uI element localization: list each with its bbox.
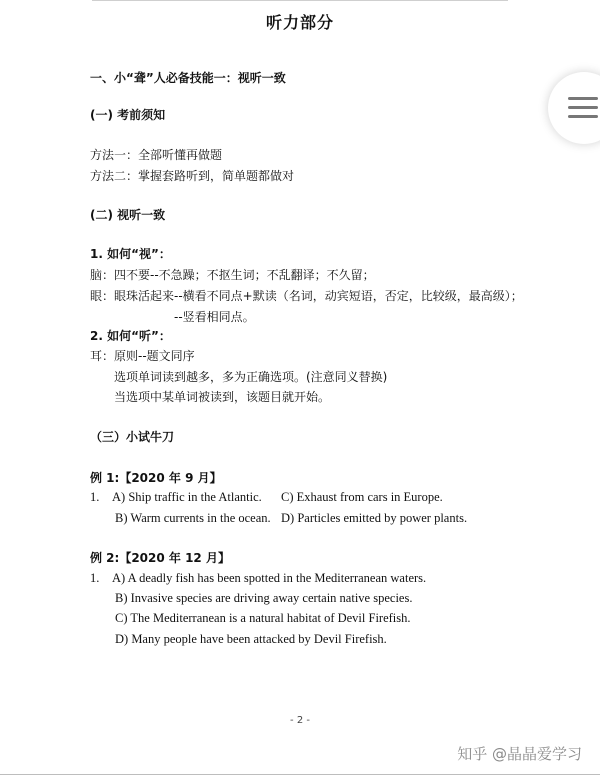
example-1-option-a: A) Ship traffic in the Atlantic.: [112, 490, 262, 504]
how-to-hear-heading: 2. 如何“听”：: [90, 329, 171, 343]
ear-text: 耳：原则--题文同序: [90, 349, 195, 363]
example-2-number: 1.: [90, 571, 100, 585]
how-to-see-heading: 1. 如何“视”：: [90, 247, 171, 261]
example-1-option-d: D) Particles emitted by power plants.: [281, 511, 468, 525]
ear-line-3-text: 当选项中某单词被读到，该题目就开始。: [114, 390, 331, 404]
eye-continued-text: --竖看相同点。: [174, 310, 255, 324]
eye-text: 眼：眼珠活起来--横看不同点+默读（名词，动宾短语，否定，比较级，最高级）；: [90, 289, 523, 303]
bottom-rule: [0, 774, 600, 775]
page-number: - 2 -: [290, 715, 310, 726]
example-2-option-c: C) The Mediterranean is a natural habitat of Devil Firefish.: [115, 611, 411, 625]
page-title: 听力部分: [265, 13, 334, 32]
example-2-option-a: A) A deadly fish has been spotted in the Mediterranean waters.: [112, 571, 427, 585]
example-2-option-b: B) Invasive species are driving away certain native species.: [115, 591, 413, 605]
zhihu-watermark: 知乎 @晶晶爱学习: [457, 745, 582, 763]
ear-line-2-text: 选项单词读到越多，多为正确选项。(注意同义替换): [114, 370, 388, 384]
example-2-heading: 例 2:【2020 年 12 月】: [90, 551, 230, 565]
section-heading-1: 一、小“聋”人必备技能一：视听一致: [90, 71, 286, 85]
subsection-heading-3: （三）小试牛刀: [90, 430, 175, 444]
top-rule: [92, 0, 508, 1]
method-1-text: 方法一：全部听懂再做题: [90, 148, 223, 162]
subsection-heading-2: (二) 视听一致: [90, 208, 166, 222]
example-1-option-c: C) Exhaust from cars in Europe.: [281, 490, 443, 504]
example-1-number: 1.: [90, 490, 100, 504]
brain-text: 脑：四不要--不急躁；不抠生词；不乱翻译；不久留；: [90, 268, 375, 282]
example-1-heading: 例 1:【2020 年 9 月】: [90, 471, 222, 485]
method-2-text: 方法二：掌握套路听到，简单题都做对: [90, 169, 295, 183]
subsection-heading-1: (一) 考前须知: [90, 108, 166, 122]
example-1-option-b: B) Warm currents in the ocean.: [115, 511, 271, 525]
example-2-option-d: D) Many people have been attacked by Devil Firefish.: [115, 632, 387, 646]
